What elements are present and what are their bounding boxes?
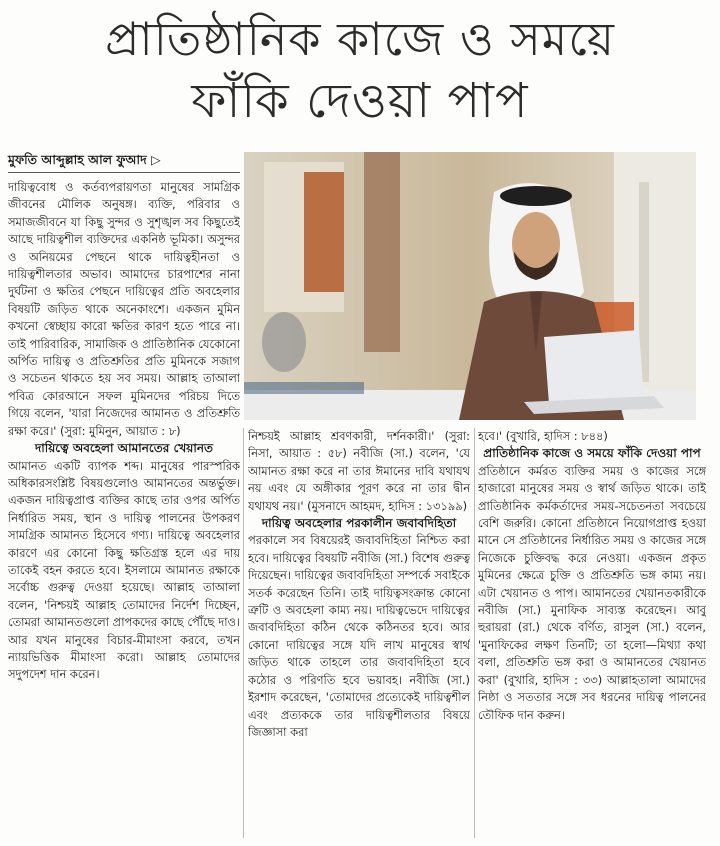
col3-paragraph-1: হবে।' (বুখারি, হাদিস : ৮৪৪) [478,429,608,443]
col2-paragraph-2: পরকালে সব বিষয়েরই জবাবদিহিতা নিশ্চিত করা হবে। দায়িত্বের বিষয়টি নবীজি (সা.) বিশেষ গুরুত্ব দিয়েছেন। দায়িত্বের জবাবদিহিতা সম্পর্কে সবাইকে সতর্ক করেছেন তিনি। তাই দায়িত্বসংক্রান্ত কোনো ত্রুটি ও অবহেলা কাম্য নয়। দায়িত্বভেদে দায়িত্বের জবাবদিহিতা কঠিন থেকে কঠিনতর হবে। আর কোনো দায়িত্বের সঙ্গে যদি লাখ মানুষের স্বার্থ জড়িত থাকে তাহলে তার জবাবদিহিতা হবে কঠোর ও পরিণতি হবে ভয়াবহ। নবীজি (সা.) ইরশাদ করেছেন, 'তোমাদের প্রত্যেকেই দায়িত্বশীল এবং প্রত্যককে তার দায়িত্বশীলতার বিষয়ে জিজ্ঞাসা করা [248,533,470,739]
column-divider-2 [474,428,475,838]
col1-paragraph-2: আমানত একটি ব্যাপক শব্দ। মানুষের পারস্পরিক অধিকারসংশ্লিষ্ট বিষয়গুলোও আমানতের অন্তর্ভুক্ত। একজন দায়িত্বপ্রাপ্ত ব্যক্তির কাছে তার ওপর অর্পিত নির্ধারিত সময়, স্থান ও দায়িত্ব পালনের উপকরণ সামগ্রিক আমানত হিসেবে গণ্য। দায়িত্বে অবহেলার কারণে এর কোনো কিছু ক্ষতিগ্রস্ত হলে এর দায় তাকেই বহন করতে হবে। ইসলামে আমানত রক্ষাকে সর্বোচ্চ গুরুত্ব দেওয়া হয়েছে। আল্লাহ তাআলা বলেন, 'নিশ্চয়ই আল্লাহ তোমাদের নির্দেশ দিচ্ছেন, তোমরা আমানতগুলো প্রাপকদের কাছে পৌঁছে দাও। আর যখন মানুষের বিচার-মীমাংসা করবে, তখন ন্যায়ভিত্তিক মীমাংসা করো। আল্লাহ তোমাদের সদুপদেশ দান করেন। [8,458,240,682]
author-byline: মুফতি আব্দুল্লাহ আল ফুআদ ▷ [8,152,161,167]
col2-paragraph-1: নিশ্চয়ই আল্লাহ শ্রবণকারী, দর্শনকারী।' (সুরা: নিসা, আয়াত : ৫৮) নবীজি (সা.) বলেন, 'যে আমানত রক্ষা করে না তার ঈমানের দাবি যথাযথ নয় এবং যে অঙ্গীকার পূরণ করে না তার দ্বীন যথাযথ নয়।' (মুসনাদে আহমদ, হাদিস : ১৩১৯৯) [248,429,470,513]
article-column-1 [8,179,240,843]
article-photo [244,152,696,420]
headline-line-1: প্রাতিষ্ঠানিক কাজে ও সময়ে [105,12,615,66]
col1-subheading: দায়িত্বে অবহেলা আমানতের খেয়ানত [35,441,213,456]
office-man-laptop-illustration [244,152,696,420]
article-column-2 [248,428,470,843]
headline-line-2: ফাঁকি দেওয়া পাপ [191,73,529,129]
col3-subheading: প্রাতিষ্ঠানিক কাজে ও সময়ে ফাঁকি দেওয়া পাপ [483,446,701,461]
column-divider-1 [243,428,244,838]
byline-divider [8,172,240,173]
col1-paragraph-1: দায়িত্ববোধ ও কর্তব্যপরায়ণতা মানুষের সামগ্রিক জীবনের মৌলিক অনুষঙ্গ। ব্যক্তি, পরিবার ও সমাজজীবনে যা কিছু সুন্দর ও সুশৃঙ্খল সব কিছুতেই আছে দায়িত্বশীল ব্যক্তিদের একনিষ্ঠ ভূমিকা। অসুন্দর ও অনিয়মের পেছনে থাকে দায়িত্বহীনতা ও দায়িত্বশীলতার অভাব। আমাদের চারপাশের নানা দুর্ঘটনা ও ক্ষতির পেছনে দায়িত্বের প্রতি অবহেলার বিষয়টি জড়িত থাকে অনেকাংশে। একজন মুমিন কখনো স্বেচ্ছায় কারো ক্ষতির কারণ হতে পারে না। তাই পারিবারিক, সামাজিক ও প্রাতিষ্ঠানিক যেকোনো অর্পিত দায়িত্ব ও প্রতিশ্রুতির প্রতি মুমিনকে সজাগ ও সচেতন থাকতে হয় সব সময়। আল্লাহ তাআলা পবিত্র কোরআনে সফল মুমিনদের পরিচয় দিতে গিয়ে বলেন, 'যারা নিজেদের আমানত ও প্রতিশ্রুতি রক্ষা করে।' (সুরা: মুমিনুন, আয়াত : ৮) [8,180,240,438]
article-column-3 [478,428,706,843]
col2-subheading: দায়িত্ব অবহেলার পরকালীন জবাবদিহিতা [261,516,457,531]
headline [0,8,720,132]
col3-paragraph-2: প্রতিষ্ঠানে কর্মরত ব্যক্তির সময় ও কাজের সঙ্গে হাজারো মানুষের সময় ও স্বার্থ জড়িত থাকে। তাই প্রাতিষ্ঠানিক কর্মকর্তাদের সময়-সচেতনতা সবচেয়ে বেশি জরুরি। কোনো প্রতিষ্ঠানে নিয়োগপ্রাপ্ত হওয়া মানে সে প্রতিষ্ঠানের নির্ধারিত সময় ও কাজের সঙ্গে নিজেকে চুক্তিবদ্ধ করে নেওয়া। একজন প্রকৃত মুমিনের ক্ষেত্রে চুক্তি ও প্রতিশ্রুতি ভঙ্গ কাম্য নয়। এটা খেয়ানত ও পাপ। আমানতের খেয়ানতকারীকে নবীজি (সা.) মুনাফিক সাব্যস্ত করেছেন। আবু হুরায়রা (রা.) থেকে বর্ণিত, রাসুল (সা.) বলেন, 'মুনাফিকের লক্ষণ তিনটি; তা হলো—মিথ্যা কথা বলা, প্রতিশ্রুতি ভঙ্গ করা ও আমানতের খেয়ানত করা' (বুখারি, হাদিস : ৩৩) আল্লাহতালা আমাদের নিষ্ঠা ও সততার সঙ্গে সব ধরনের দায়িত্ব পালনের তৌফিক দান করুন। [478,463,706,722]
